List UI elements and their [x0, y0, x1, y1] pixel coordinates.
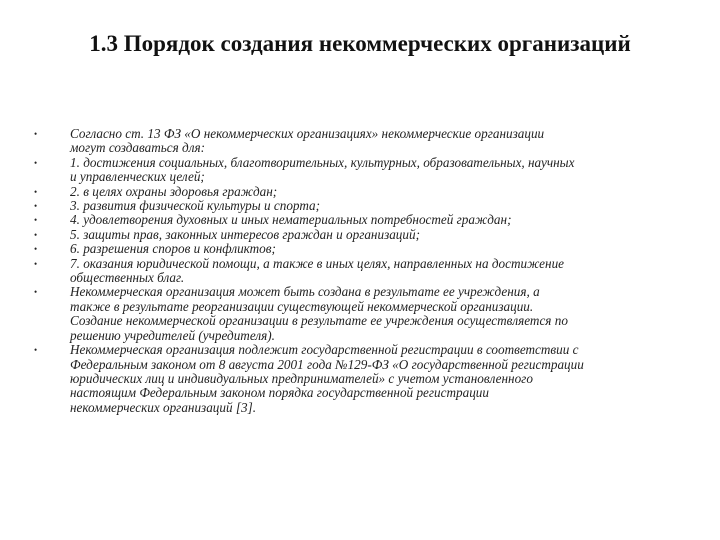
- bullet-icon: •: [34, 215, 38, 226]
- bullet-icon: •: [34, 244, 38, 255]
- list-item-text: Согласно ст. 13 ФЗ «О некоммерческих организациях» некоммерческие организации могут создаваться для:: [70, 126, 545, 156]
- list-item-text: 5. защиты прав, законных интересов граждан и организаций;: [70, 226, 420, 242]
- list-item: [34, 156, 684, 185]
- bullet-icon: •: [34, 287, 38, 298]
- list-item: [34, 127, 684, 156]
- list-item: [34, 213, 684, 227]
- list-item-text: 7. оказания юридической помощи, а также в иных целях, направленных на достижение общественных благ.: [70, 255, 565, 286]
- list-item-text: 1. достижения социальных, благотворительных, культурных, образовательных, научных и управленческих целей;: [70, 154, 575, 185]
- list-item: [34, 343, 684, 415]
- bullet-icon: •: [34, 157, 38, 168]
- bullet-list: [34, 127, 684, 415]
- list-item: [34, 228, 684, 242]
- list-item-text: Некоммерческая организация может быть создана в результате ее учреждения, а также в результате реорганизации существующей некоммерческой организации. Создание некоммерческой организации в результате ее учреждения осуществляется по решению учредителей (учредителя).: [70, 284, 568, 343]
- list-item: [34, 199, 684, 213]
- list-item-text: Некоммерческая организация подлежит государственной регистрации в соответствии с Федеральным законом от 8 августа 2001 года №129-ФЗ «О государственной регистрации юридических лиц и индивидуальных предпринимателей» с учетом установленного настоящим Федеральным законом порядка государственной регистрации некоммерческих организаций [3].: [70, 342, 584, 415]
- list-item: [34, 242, 684, 256]
- slide-title: 1.3 Порядок создания некоммерческих организаций: [89, 31, 631, 56]
- list-item-text: 2. в целях охраны здоровья граждан;: [70, 183, 278, 199]
- bullet-icon: •: [34, 229, 38, 240]
- list-item: [34, 257, 684, 286]
- bullet-icon: •: [34, 258, 38, 269]
- bullet-icon: •: [34, 186, 38, 197]
- bullet-icon: •: [34, 345, 38, 356]
- list-item-text: 4. удовлетворения духовных и иных нематериальных потребностей граждан;: [70, 212, 512, 228]
- list-item-text: 3. развития физической культуры и спорта;: [70, 198, 321, 214]
- list-item: [34, 185, 684, 199]
- list-item-text: 6. разрешения споров и конфликтов;: [70, 241, 276, 257]
- bullet-icon: •: [34, 129, 38, 139]
- bullet-icon: •: [34, 201, 38, 212]
- list-item: [34, 285, 684, 343]
